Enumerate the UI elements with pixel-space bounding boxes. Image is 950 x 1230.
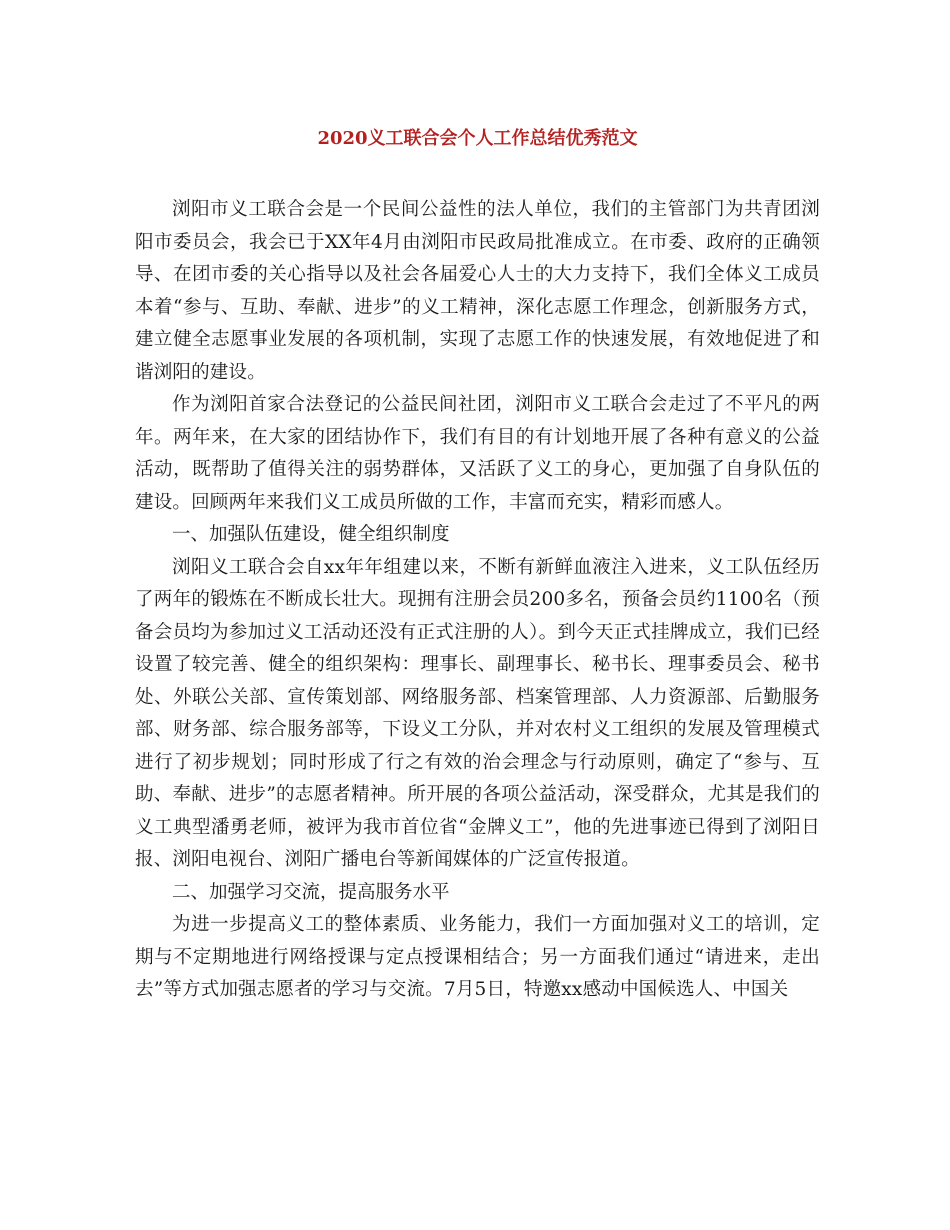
section-heading-1: 一、加强队伍建设，健全组织制度 bbox=[172, 524, 450, 545]
document-title: 2020义工联合会个人工作总结优秀范文 bbox=[317, 128, 638, 149]
paragraph-organization: 浏阳义工联合会自xx年年组建以来，不断有新鲜血液注入进来，义工队伍经历了两年的锻炼在不断成长壮大。现拥有注册会员200多名，预备会员约1100名（预备会员均为参加过义工活动还没有正式注册的人）。到今天正式挂牌成立，我们已经设置了较完善、健全的组织架构：理事长、副理事长、秘书长、理事委员会、秘书处、外联公关部、宣传策划部、网络服务部、档案管理部、人力资源部、后勤服务部、财务部、综合服务部等，下设义工分队，并对农村义工组织的发展及管理模式进行了初步规划；同时形成了行之有效的治会理念与行动原则，确定了“参与、互助、奉献、进步”的志愿者精神。所开展的各项公益活动，深受群众，尤其是我们的义工典型潘勇老师，被评为我市首位省“金牌义工”，他的先进事迹已得到了浏阳日报、浏阳电视台、浏阳广播电台等新闻媒体的广泛宣传报道。 bbox=[135, 556, 820, 870]
paragraph-training: 为进一步提高义工的整体素质、业务能力，我们一方面加强对义工的培训，定期与不定期地进行网络授课与定点授课相结合；另一方面我们通过“请进来，走出去”等方式加强志愿者的学习与交流。7月5日，特邀xx感动中国候选人、中国关 bbox=[135, 914, 820, 1000]
paragraph-two-years: 作为浏阳首家合法登记的公益民间社团，浏阳市义工联合会走过了不平凡的两年。两年来，在大家的团结协作下，我们有目的有计划地开展了各种有意义的公益活动，既帮助了值得关注的弱势群体，又活跃了义工的身心，更加强了自身队伍的建设。回顾两年来我们义工成员所做的工作，丰富而充实，精彩而感人。 bbox=[135, 394, 820, 513]
section-heading-2: 二、加强学习交流，提高服务水平 bbox=[172, 881, 450, 903]
paragraph-intro: 浏阳市义工联合会是一个民间公益性的法人单位，我们的主管部门为共青团浏阳市委员会，我会已于XX年4月由浏阳市民政局批准成立。在市委、政府的正确领导、在团市委的关心指导以及社会各届爱心人士的大力支持下，我们全体义工成员本着“参与、互助、奉献、进步”的义工精神，深化志愿工作理念，创新服务方式，建立健全志愿事业发展的各项机制，实现了志愿工作的快速发展，有效地促进了和谐浏阳的建设。 bbox=[135, 199, 820, 383]
